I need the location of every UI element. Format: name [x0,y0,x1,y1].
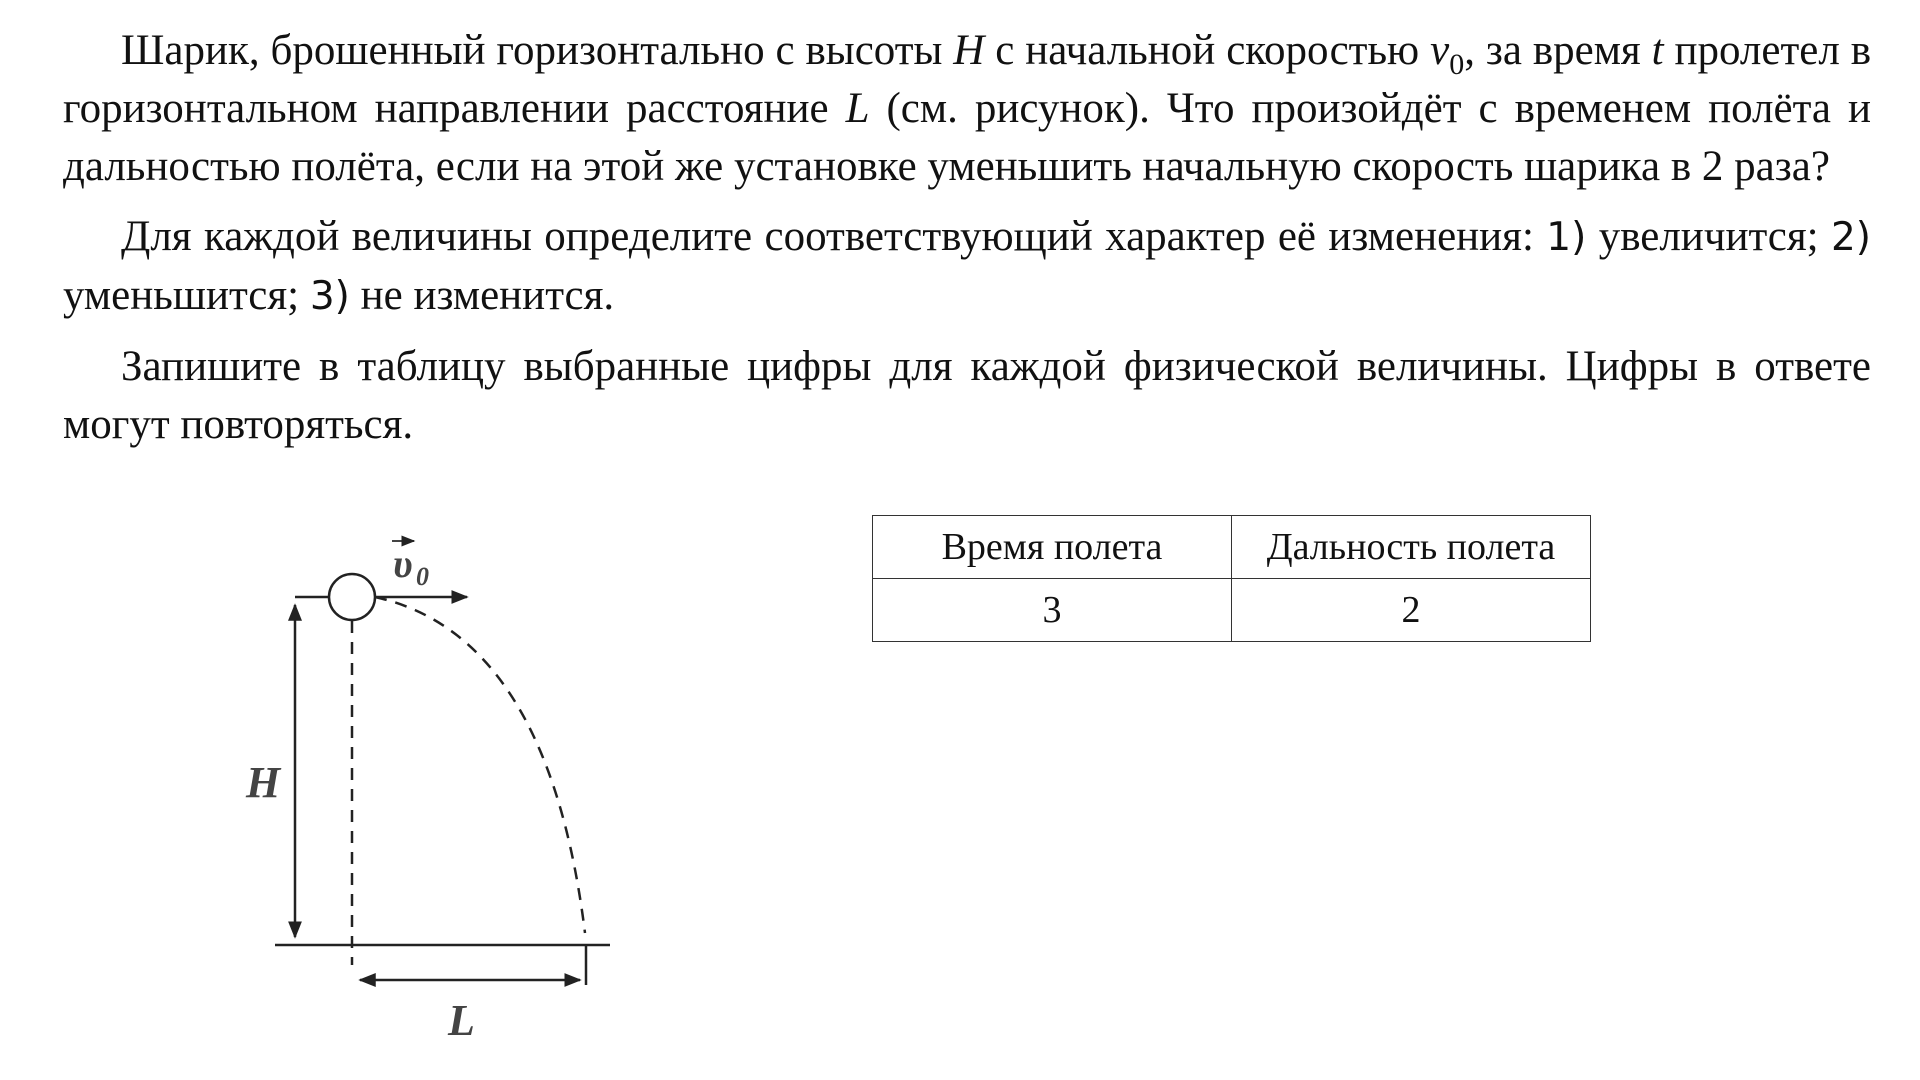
option-1-number: 1) [1546,215,1587,260]
option-1-text: увеличится; [1586,213,1831,260]
option-2-number: 2) [1830,215,1871,260]
p1-text-5: (см. рисунок). Что произойдёт с временем полёта и дальностью полёта, если на этой же установке уменьшить начальную скорость шарика в 2 раза? [63,85,1871,190]
p1-text-4: пролетел в горизонтальном направлении расстояние [63,27,1871,132]
label-height: H [246,758,281,807]
p1-text-1: Шарик, брошенный горизонтально с высоты [121,27,954,74]
label-distance: L [448,996,475,1045]
option-2-text: уменьшится; [63,272,310,319]
option-3-number: 3) [309,274,350,319]
option-3-text: не изменится. [349,272,615,319]
header-flight-range: Дальность полета [1232,516,1591,579]
header-flight-time: Время полета [873,516,1232,579]
var-velocity: v [1430,27,1450,74]
var-distance: L [845,85,870,132]
var-velocity-subscript: 0 [1449,48,1465,81]
problem-paragraph-2 [63,208,1871,326]
problem-paragraph-3: Запишите в таблицу выбранные цифры для каждой физической величины. Цифры в ответе могут повторяться. [63,343,1871,448]
problem-text [63,22,1871,454]
p1-text-3: , за время [1464,27,1652,74]
answer-table-value-row [873,579,1591,642]
ball [329,574,375,620]
label-velocity-subscript: 0 [416,562,429,591]
value-flight-time[interactable]: 3 [873,579,1232,642]
var-time: t [1651,27,1664,74]
answer-table [872,515,1591,642]
projectile-diagram [230,525,630,1045]
problem-paragraph-1 [63,22,1871,196]
answer-table-header-row [873,516,1591,579]
label-velocity: υ [393,541,413,586]
p1-text-2: с начальной скоростью [984,27,1431,74]
value-flight-range[interactable]: 2 [1232,579,1591,642]
var-height: H [953,27,985,74]
trajectory-curve [375,597,585,933]
projectile-figure [230,525,630,1045]
p2-text-1: Для каждой величины определите соответствующий характер её изменения: [121,213,1547,260]
